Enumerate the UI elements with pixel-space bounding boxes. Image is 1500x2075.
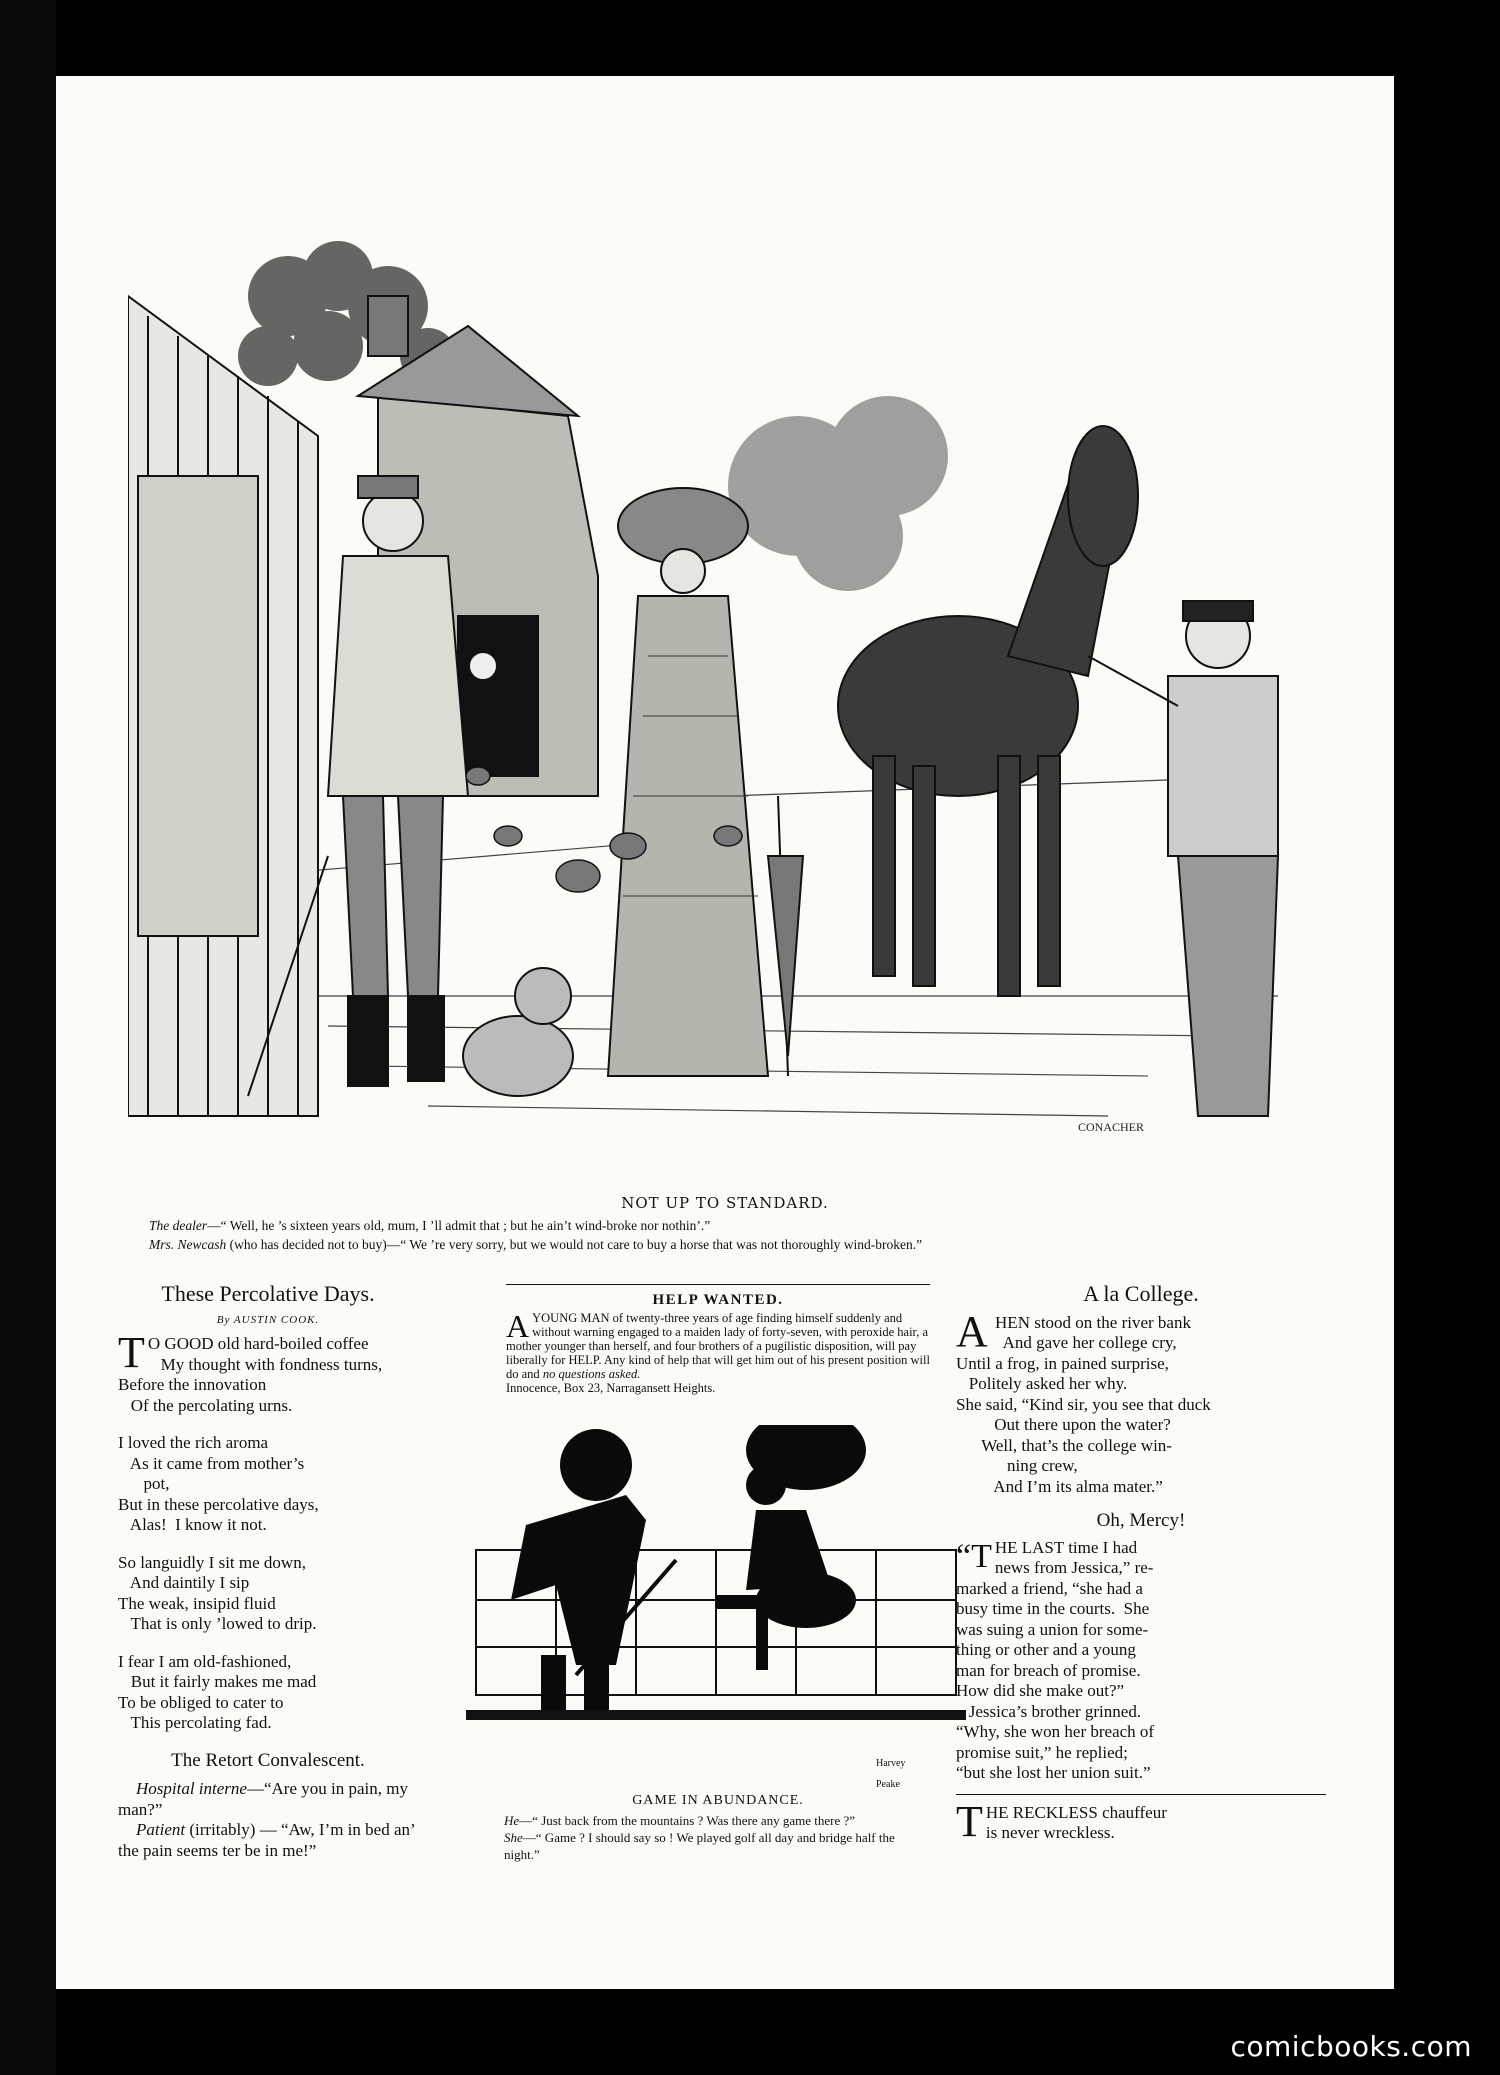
poem-line: pot, [118, 1474, 170, 1493]
poem-line: So languidly I sit me down, [118, 1552, 306, 1572]
college-poem [956, 1306, 1326, 1498]
mercy-title: Oh, Mercy! [1096, 1510, 1186, 1531]
game-caption [496, 1812, 930, 1863]
poem-line: But in these percolative days, [118, 1494, 319, 1514]
poem-line: Alas! I know it not. [118, 1515, 267, 1534]
poem-line: But it fairly makes me mad [118, 1672, 317, 1691]
mercy-lines [956, 1538, 1326, 1784]
college-title: A la College. [1083, 1281, 1199, 1306]
help-dropcap: A [506, 1308, 530, 1344]
poem-line: As it came from mother’s [118, 1453, 305, 1473]
poem-stanza [118, 1433, 418, 1536]
poem-line: That is only ’lowed to drip. [118, 1614, 317, 1633]
poem-stanza [118, 1652, 418, 1734]
speaker-newcash: Mrs. Newcash [149, 1237, 227, 1252]
text-line: ning crew, [956, 1456, 1078, 1475]
golf-couple-silhouette [466, 1425, 966, 1775]
help-top-rule [506, 1284, 930, 1285]
percolative-title: These Percolative Days. [161, 1281, 375, 1306]
text-line: promise suit,” he replied; [956, 1742, 1128, 1762]
silhouette-signature [876, 1754, 930, 1795]
game-line-she [496, 1829, 930, 1863]
reckless-joke [956, 1796, 1326, 1846]
text-line: news from Jessica,” re- [994, 1558, 1154, 1577]
poem-dropcap: T [118, 1328, 145, 1377]
caption-line-dealer [149, 1216, 1309, 1235]
text-line: Politely asked her why. [956, 1374, 1128, 1393]
poem-line: My thought with fondness turns, [147, 1354, 383, 1374]
column-right [956, 1281, 1326, 1846]
she-quote: —“ Game ? I should say so ! We played golf all day and bridge half the night.” [504, 1829, 895, 1862]
help-body-text: YOUNG MAN of twenty-three years of age finding himself suddenly and without warning engaged to a maiden lady of forty-seven, with peroxide hair, a mother younger than herself, and four brothers of a pugilistic disposition, will pay liberally for HELP. Any kind of help that will get him out of his present position will do and [506, 1311, 930, 1381]
poem-line: This percolating fad. [118, 1713, 272, 1732]
book-spine [0, 0, 56, 2075]
mercy-dropcap: “T [956, 1537, 992, 1575]
poem-line: And daintily I sip [118, 1573, 250, 1592]
interne-quote: —“Are you in pain, my man?” [118, 1779, 408, 1819]
he-quote: —“ Just back from the mountains ? Was there any game there ?” [519, 1812, 856, 1828]
game-line-he [496, 1812, 930, 1829]
reckless-rule [956, 1794, 1326, 1795]
speaker-dealer: The dealer [149, 1218, 208, 1233]
text-line: How did she make out?” [956, 1681, 1125, 1700]
text-line: was suing a union for some- [956, 1619, 1149, 1639]
poem-stanza [118, 1553, 418, 1635]
artist-last-name: Peake [876, 1778, 900, 1790]
text-line: She said, “Kind sir, you see that duck [956, 1394, 1211, 1414]
speaker-interne: Hospital interne [136, 1779, 247, 1798]
text-line: HEN stood on the river bank [990, 1312, 1191, 1332]
magazine-page [56, 76, 1394, 1989]
poem-line: Before the innovation [118, 1375, 267, 1394]
help-wanted-ad [506, 1293, 930, 1395]
reckless-dropcap: T [956, 1796, 983, 1846]
poem-stanza [118, 1328, 418, 1416]
text-line: And I’m its alma mater.” [956, 1476, 1163, 1496]
cartoon-illustration [128, 236, 1320, 1166]
column-center [506, 1284, 930, 1863]
percolative-poem [118, 1328, 418, 1734]
dealer-quote: —“ Well, he ’s sixteen years old, mum, I ’ll admit that ; but he ain’t wind-broke nor nothin’.” [207, 1218, 711, 1233]
game-silhouette [466, 1425, 930, 1775]
text-line: HE LAST time I had [994, 1537, 1138, 1557]
site-watermark: comicbooks.com [1230, 2030, 1472, 2063]
column-left [118, 1281, 418, 1861]
college-dropcap: A [956, 1306, 988, 1356]
help-body [506, 1308, 930, 1381]
help-title: HELP WANTED. [652, 1292, 784, 1308]
text-line: marked a friend, “she had a [956, 1578, 1143, 1598]
text-line: And gave her college cry, [990, 1333, 1177, 1352]
mercy-story [956, 1538, 1326, 1784]
cartoon-caption [149, 1216, 1309, 1254]
poem-line: I loved the rich aroma [118, 1433, 269, 1452]
text-line: Out there upon the water? [956, 1415, 1171, 1434]
artist-signature: CONACHER [1078, 1120, 1145, 1134]
newcash-quote: (who has decided not to buy)—“ We ’re very sorry, but we would not care to buy a horse that was not thoroughly wind-broken.” [226, 1237, 923, 1252]
game-title: GAME IN ABUNDANCE. [632, 1793, 804, 1808]
text-line: thing or other and a young [956, 1640, 1136, 1659]
help-italic: no questions asked. [542, 1367, 641, 1381]
poem-line: I fear I am old-fashioned, [118, 1651, 292, 1671]
percolative-byline: By AUSTIN COOK. [216, 1313, 320, 1326]
cartoon-title: NOT UP TO STANDARD. [621, 1194, 829, 1212]
reckless-line-2: is never wreckless. [985, 1823, 1115, 1842]
caption-line-newcash [149, 1235, 1309, 1254]
text-line: “Why, she won her breach of [956, 1722, 1155, 1741]
text-line: Jessica’s brother grinned. [956, 1701, 1142, 1721]
retort-title: The Retort Convalescent. [171, 1749, 365, 1771]
retort-line-interne [118, 1779, 418, 1820]
poem-line: To be obliged to cater to [118, 1692, 284, 1712]
college-lines [956, 1306, 1326, 1498]
text-line: “but she lost her union suit.” [956, 1763, 1151, 1782]
speaker-he: He [504, 1812, 520, 1828]
text-line: Until a frog, in pained surprise, [956, 1353, 1169, 1373]
poem-line: The weak, insipid fluid [118, 1593, 276, 1613]
text-line: man for breach of promise. [956, 1660, 1141, 1680]
help-footer: Innocence, Box 23, Narragansett Heights. [506, 1381, 716, 1395]
poem-line: Of the percolating urns. [118, 1395, 293, 1415]
artist-first-name: Harvey [876, 1758, 906, 1769]
barn-left [128, 296, 318, 1116]
farmyard-drawing [128, 236, 1320, 1166]
speaker-she: She [504, 1829, 523, 1845]
reckless-line-1: HE RECKLESS chauffeur [985, 1802, 1167, 1822]
speaker-patient: Patient [136, 1820, 186, 1839]
retort-line-patient [118, 1820, 418, 1861]
poem-line: O GOOD old hard-boiled coffee [147, 1334, 369, 1353]
text-line: busy time in the courts. She [956, 1599, 1150, 1618]
text-line: Well, that’s the college win- [956, 1435, 1172, 1455]
patient-quote: (irritably) — “Aw, I’m in bed an’ the pain seems ter be in me!” [118, 1820, 415, 1860]
